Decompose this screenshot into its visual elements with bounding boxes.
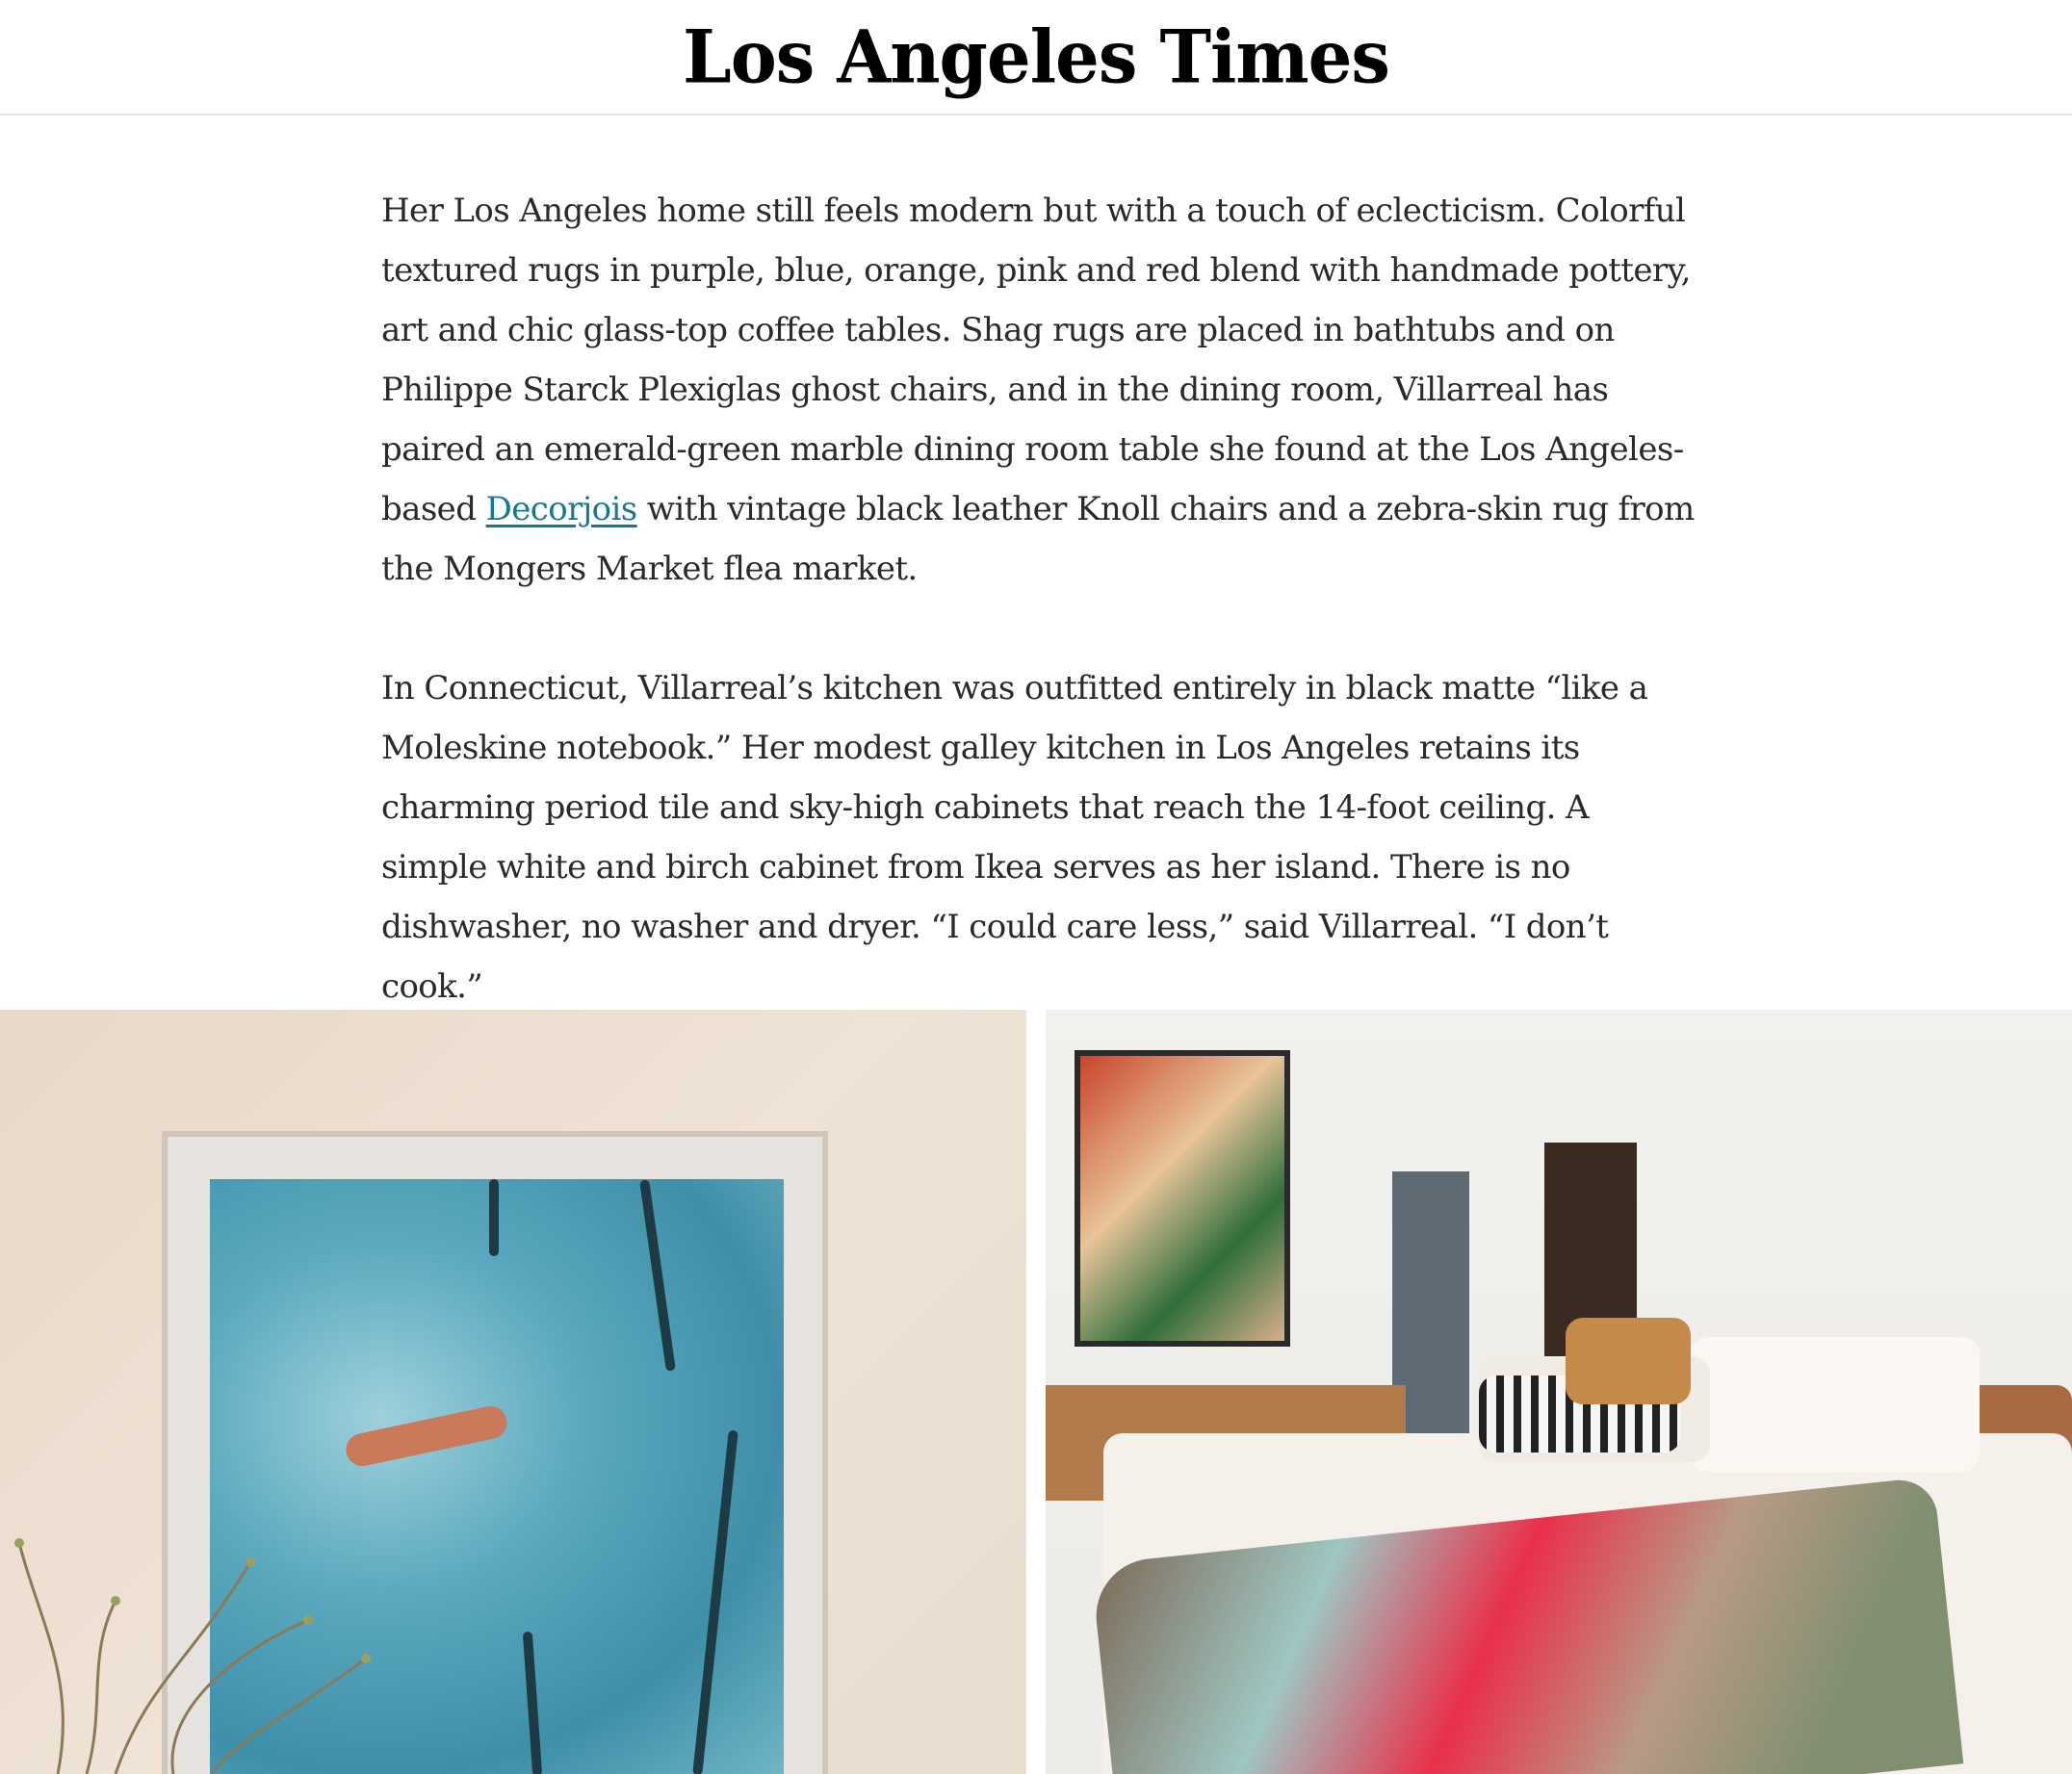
patterned-pillow xyxy=(1566,1318,1691,1404)
photo-pool-artwork[interactable] xyxy=(0,1010,1026,1774)
pool-lane-line xyxy=(523,1632,542,1774)
pool-lane-line xyxy=(639,1179,676,1371)
plant-branches xyxy=(0,1370,404,1774)
paragraph-1 xyxy=(381,181,1700,599)
paragraph-1-text-start: Her Los Angeles home still feels modern but with a touch of eclecticism. Colorful textured rugs in purple, blue, orange, pink and red blend with handmade pottery, art and chic glass-top coffee tables. Shag rugs are placed in bathtubs and on Philippe Starck Plexiglas ghost chairs, and in the dining room, Villarreal has paired an emerald-green marble dining room table she found at the Los Angeles-based xyxy=(381,192,1691,528)
pool-lane-line xyxy=(489,1179,499,1256)
los-angeles-times-logo[interactable]: Los Angeles Times xyxy=(683,13,1389,100)
article-body xyxy=(381,181,1700,1076)
masthead xyxy=(0,0,2072,116)
photo-bedroom[interactable] xyxy=(1046,1010,2072,1774)
paragraph-1-text-end: with vintage black leather Knoll chairs and a zebra-skin rug from the Mongers Market flea market. xyxy=(381,490,1695,588)
pillow xyxy=(1691,1337,1980,1472)
wall-painting xyxy=(1075,1050,1290,1347)
decorjois-link[interactable]: Decorjois xyxy=(485,490,637,528)
pool-lane-line xyxy=(692,1429,738,1774)
paragraph-2: In Connecticut, Villarreal’s kitchen was outfitted entirely in black matte “like a Moleskine notebook.” Her modest galley kitchen in Los Angeles retains its charming period tile and sky-high cabinets that reach the 14-foot ceiling. A simple white and birch cabinet from Ikea serves as her island. There is no dishwasher, no washer and dryer. “I could care less,” said Villarreal. “I don’t cook.” xyxy=(381,669,1648,1006)
